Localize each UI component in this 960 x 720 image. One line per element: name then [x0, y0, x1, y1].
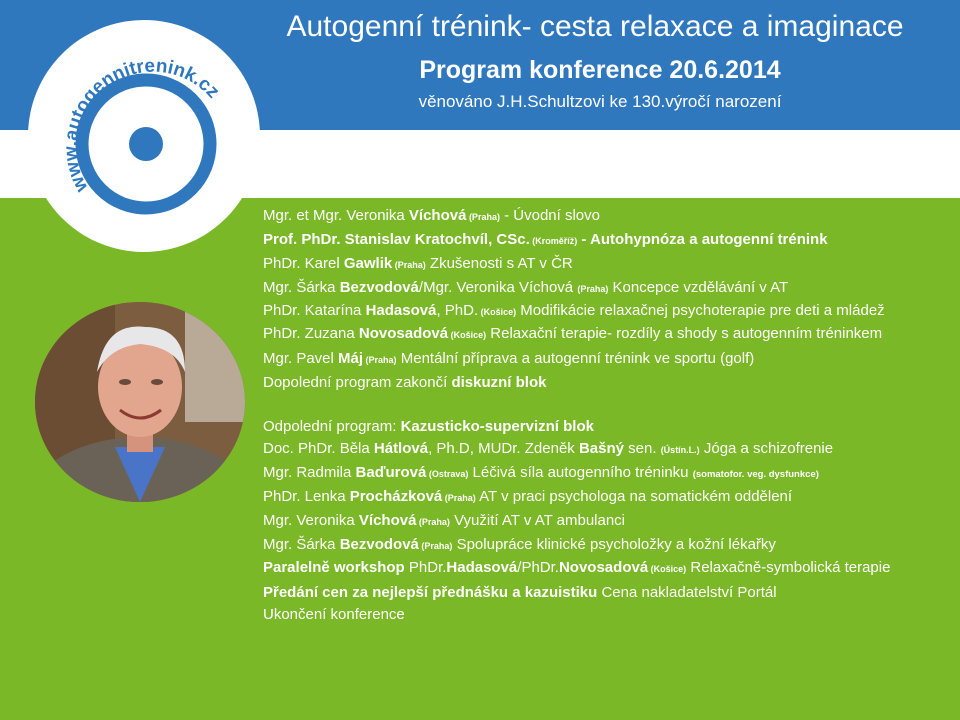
program-item-text: Mgr. Radmila: [263, 464, 356, 481]
dedication-text: věnováno J.H.Schultzovi ke 130.výročí narození: [418, 92, 782, 111]
program-item: [263, 486, 955, 509]
logo-url-text: www.autogennitrenink.cz: [60, 55, 224, 196]
program-item-text: PhDr. Katarína: [263, 302, 366, 319]
program-item-text: - Úvodní slovo: [499, 207, 600, 224]
program-item: [263, 205, 955, 228]
program-item-text: /PhDr.: [517, 559, 559, 576]
program-item: [263, 534, 955, 557]
program-item-location: (Praha): [416, 517, 450, 527]
program-item-location: (Košice): [478, 307, 517, 317]
program-item-location: (Košice): [448, 330, 487, 340]
program-gap: [263, 394, 955, 416]
program-item-bold: - Autohypnóza a autogenní trénink: [577, 231, 828, 248]
program-item-text: AT v praci psychologa na somatickém oddělení: [475, 488, 793, 505]
program-item-bold: Víchová: [408, 207, 467, 224]
program-item-text: /Mgr. Veronika Víchová: [418, 279, 578, 296]
program-item-text: Využití AT v AT ambulanci: [449, 512, 626, 529]
program-item-bold: Bezvodová: [339, 279, 419, 296]
program-item-bold: Bezvodová: [339, 536, 419, 553]
program-item: [263, 604, 955, 625]
program-item-text: Mgr. Veronika: [263, 512, 359, 529]
program-item-bold: Hadasová: [446, 559, 518, 576]
program-item-text: Odpolední program:: [263, 418, 401, 435]
program-item-bold: Paralelně workshop: [263, 559, 405, 576]
program-item: [263, 348, 955, 371]
program-item-location: (Kroměříž): [529, 236, 578, 246]
program-item-bold: Kazusticko-supervizní blok: [400, 418, 594, 435]
program-item-location: (Praha): [363, 355, 397, 365]
program-item: [263, 462, 955, 485]
portrait-photo: [35, 302, 245, 502]
program-item-text: Léčivá síla autogenního tréninku: [468, 464, 693, 481]
program-item-bold: Novosadová: [358, 325, 449, 342]
program-item-bold: Bašný: [578, 440, 624, 457]
program-item-bold: Baďurová: [355, 464, 427, 481]
program-item-text: Mgr. Šárka: [263, 279, 340, 296]
program-item-location: (Praha): [577, 284, 609, 294]
program-item-text: Mgr. et Mgr. Veronika: [263, 207, 409, 224]
program-item-bold: Předání cen za nejlepší přednášku a kazuistiku: [263, 584, 598, 601]
program-item-text: Mgr. Pavel: [263, 350, 339, 367]
program-item: [263, 559, 955, 578]
program-item-text: Mgr. Šárka: [263, 536, 340, 553]
program-item-text: Koncepce vzdělávání v AT: [608, 279, 789, 296]
program-item-location: (somatofor. veg. dysfunkce): [692, 469, 819, 480]
program-item-location: (Ústín.L.): [660, 445, 700, 455]
program-item: [263, 438, 955, 461]
program-item-text: Zkušenosti s AT v ČR: [425, 255, 573, 272]
program-item-text: , PhD.: [436, 302, 479, 319]
program-item-text: PhDr. Zuzana: [263, 325, 359, 342]
program-item-text: Mentální příprava a autogenní trénink ve sportu (golf): [396, 350, 755, 367]
program-item-text: Cena nakladatelství Portál: [597, 584, 777, 601]
program-item-bold: Máj: [338, 350, 364, 367]
program-item-text: PhDr.: [404, 559, 447, 576]
program-item: [263, 302, 955, 321]
program-item: [263, 510, 955, 533]
program-item-text: Relaxační terapie- rozdíly a shody s autogenním tréninkem: [486, 325, 883, 342]
program-item-bold: Hadasová: [365, 302, 437, 319]
page-title: Autogenní trénink- cesta relaxace a imaginace: [286, 10, 904, 43]
program-item: [263, 582, 955, 603]
program-item-text: , Ph.D, MUDr. Zdeněk: [428, 440, 579, 457]
program-item-text: PhDr. Karel: [263, 255, 344, 272]
program-list: [263, 205, 955, 626]
program-item-text: sen.: [624, 440, 661, 457]
program-item: [263, 277, 955, 300]
program-item-bold: Hátlová: [373, 440, 429, 457]
program-item-text: Doc. PhDr. Běla: [263, 440, 374, 457]
program-item: [263, 372, 955, 393]
program-item-location: (Ostrava): [426, 469, 469, 479]
program-item: [263, 229, 955, 252]
program-item-text: Jóga a schizofrenie: [699, 440, 834, 457]
program-item: [263, 325, 955, 344]
program-item-bold: Procházková: [349, 488, 443, 505]
program-item-bold: Prof. PhDr. Stanislav Kratochvíl, CSc.: [263, 231, 530, 248]
program-item: [263, 253, 955, 276]
program-item-text: Ukončení konference: [263, 606, 405, 623]
program-item: [263, 416, 955, 437]
program-item-bold: Novosadová: [558, 559, 649, 576]
program-item-text: Relaxačně-symbolická terapie: [686, 559, 891, 576]
program-item-text: Dopolední program zakončí: [263, 374, 452, 391]
program-item-text: Spolupráce klinické psycholožky a kožní lékařky: [452, 536, 776, 553]
program-item-bold: Gawlik: [343, 255, 393, 272]
program-item-location: (Praha): [442, 493, 476, 503]
program-item-bold: Víchová: [358, 512, 417, 529]
program-item-location: (Praha): [466, 212, 500, 222]
conference-subtitle: Program konference 20.6.2014: [419, 56, 781, 84]
program-item-location: (Praha): [418, 541, 453, 551]
program-item-text: PhDr. Lenka: [263, 488, 350, 505]
program-item-location: (Praha): [392, 260, 426, 270]
program-item-location: (Košice): [648, 564, 687, 574]
program-item-bold: diskuzní blok: [451, 374, 547, 391]
program-item-text: Modifikácie relaxačnej psychoterapie pre deti a mládež: [516, 302, 885, 319]
logo: [28, 20, 260, 252]
